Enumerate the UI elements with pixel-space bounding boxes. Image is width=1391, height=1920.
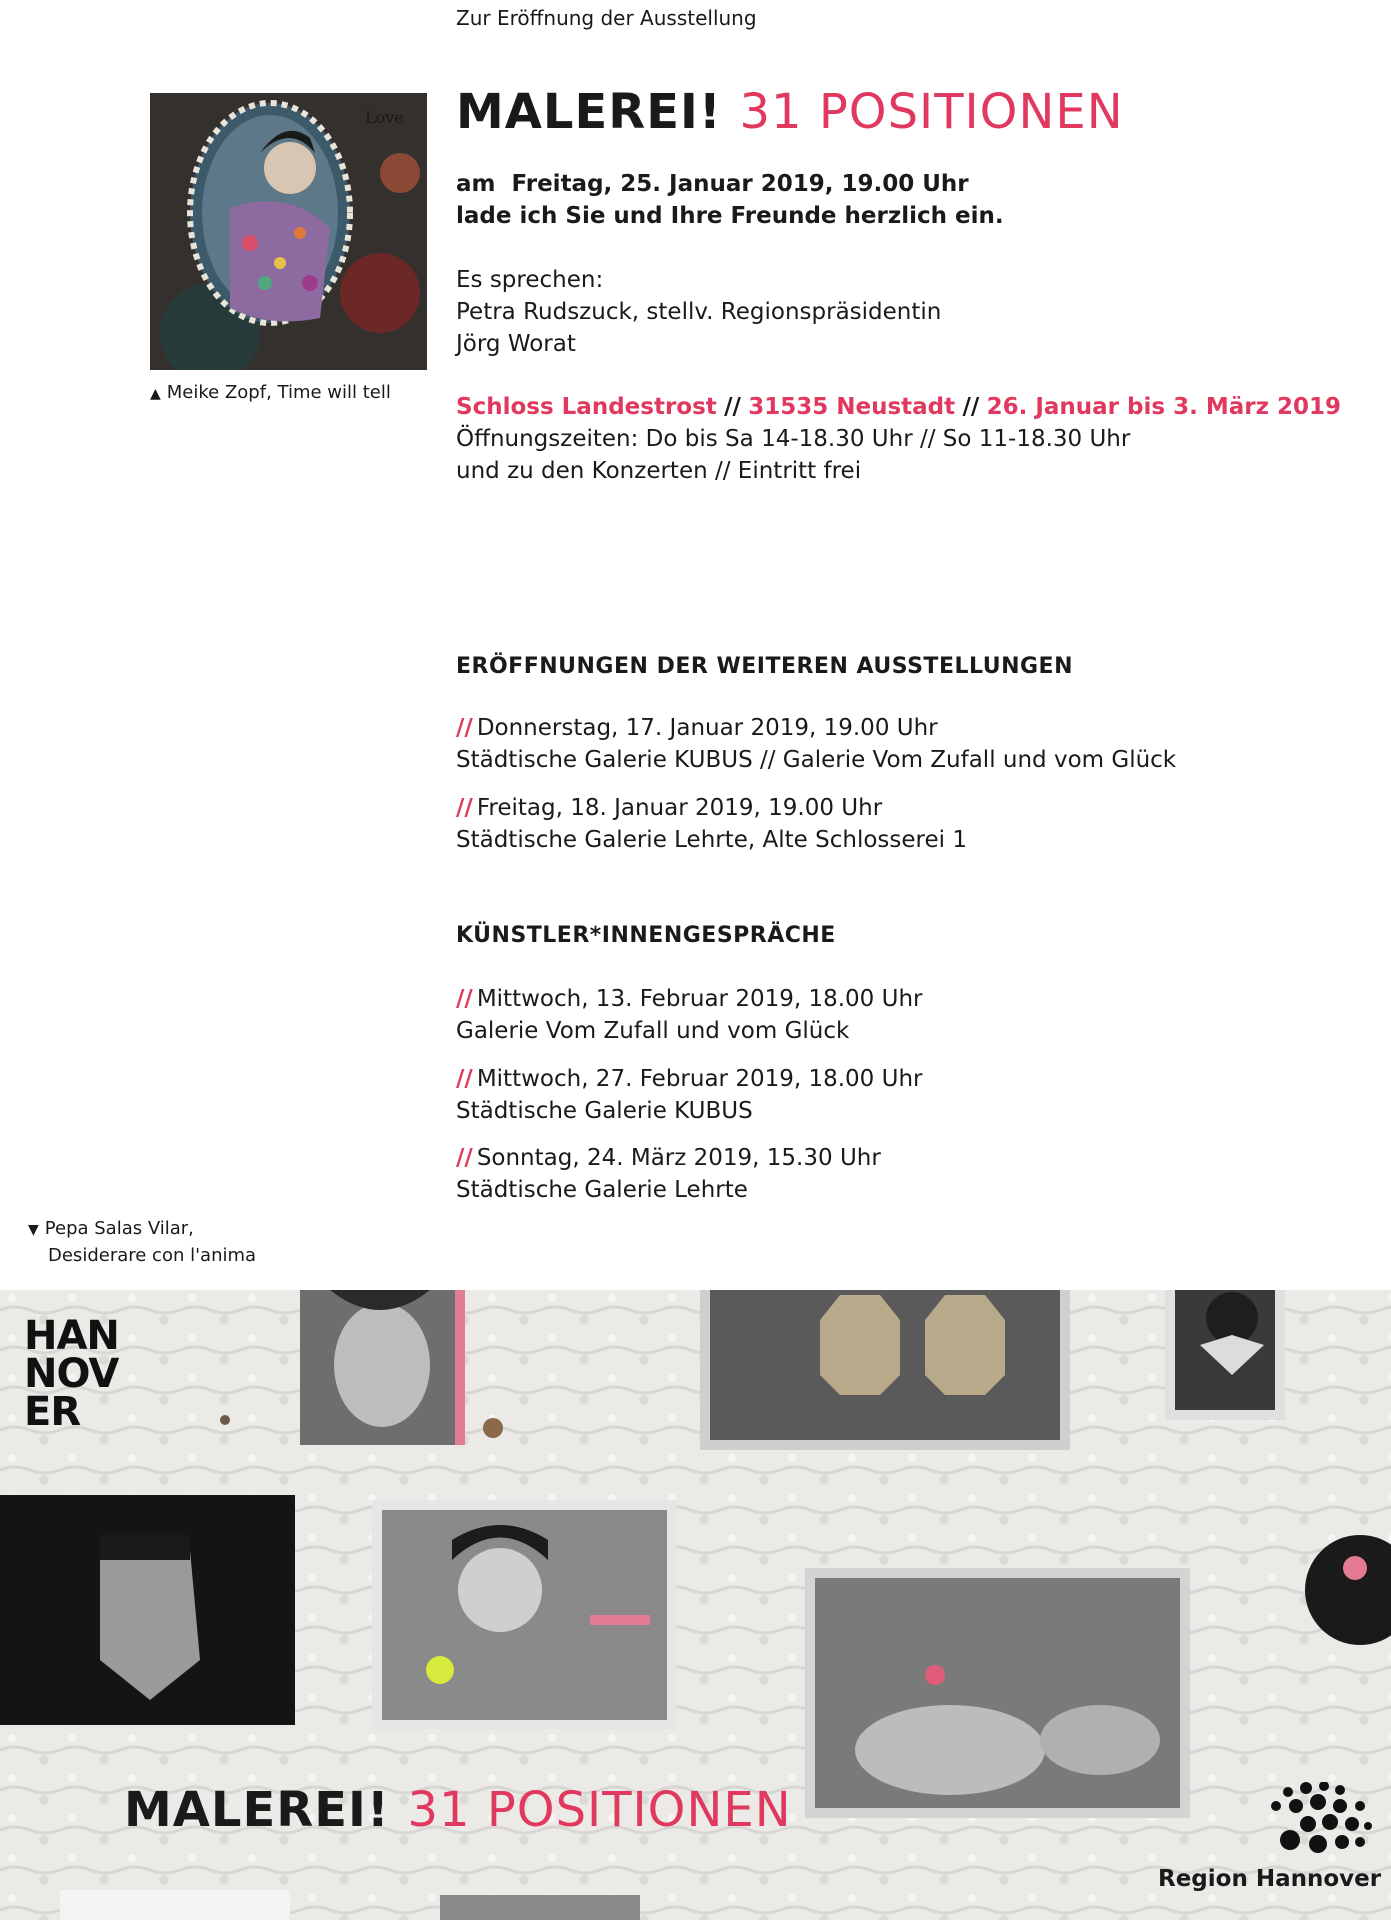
talk-date: Mittwoch, 13. Februar 2019, 18.00 Uhr bbox=[476, 986, 923, 1012]
venue-separator: // bbox=[724, 394, 741, 420]
talk-place: Städtische Galerie Lehrte bbox=[456, 1177, 748, 1203]
slash-marker: // bbox=[456, 715, 473, 741]
venue-extra: und zu den Konzerten // Eintritt frei bbox=[456, 458, 862, 484]
talk-place: Städtische Galerie KUBUS bbox=[456, 1098, 753, 1124]
arrow-up-icon: ▲ bbox=[150, 386, 161, 402]
opening-item bbox=[456, 792, 967, 856]
caption-painting-bottom bbox=[28, 1216, 256, 1268]
caption-top-text: Meike Zopf, Time will tell bbox=[166, 382, 391, 403]
page-title bbox=[456, 84, 1124, 140]
painting-meike-zopf bbox=[150, 93, 427, 370]
slash-marker: // bbox=[456, 795, 473, 821]
opening-item bbox=[456, 712, 1176, 776]
caption-bottom-line-2: Desiderare con l'anima bbox=[48, 1245, 257, 1266]
caption-painting-top bbox=[150, 380, 391, 407]
invitation-line-1: am Freitag, 25. Januar 2019, 19.00 Uhr bbox=[456, 171, 969, 197]
venue-dates: 26. Januar bis 3. März 2019 bbox=[986, 394, 1341, 420]
speakers bbox=[456, 264, 941, 360]
venue-info bbox=[456, 391, 1341, 487]
speaker-item: Petra Rudszuck, stellv. Regionspräsidentin bbox=[456, 299, 942, 325]
title-strong: MALEREI! bbox=[456, 84, 722, 140]
invitation-line-2: lade ich Sie und Ihre Freunde herzlich ein. bbox=[456, 203, 1004, 229]
slash-marker: // bbox=[456, 986, 473, 1012]
hannover-logo-line: HAN bbox=[24, 1313, 119, 1359]
slash-marker: // bbox=[456, 1066, 473, 1092]
speaker-item: Jörg Worat bbox=[456, 331, 576, 357]
talks-heading: KÜNSTLER*INNENGESPRÄCHE bbox=[456, 923, 836, 948]
bottom-title-rest: 31 POSITIONEN bbox=[407, 1782, 792, 1838]
talk-item bbox=[456, 1142, 881, 1206]
slash-marker: // bbox=[456, 1145, 473, 1171]
openings-heading: ERÖFFNUNGEN DER WEITEREN AUSSTELLUNGEN bbox=[456, 654, 1073, 679]
venue-city: 31535 Neustadt bbox=[748, 394, 956, 420]
hannover-logo-line: NOV bbox=[24, 1351, 119, 1397]
talk-item bbox=[456, 1063, 923, 1127]
arrow-down-icon: ▼ bbox=[28, 1222, 39, 1238]
speakers-heading: Es sprechen: bbox=[456, 267, 604, 293]
bottom-title bbox=[124, 1782, 792, 1838]
talk-date: Sonntag, 24. März 2019, 15.30 Uhr bbox=[476, 1145, 881, 1171]
painting-artwork bbox=[150, 93, 427, 370]
painting-love-text: Love bbox=[365, 108, 404, 127]
opening-place: Städtische Galerie KUBUS // Galerie Vom Zufall und vom Glück bbox=[456, 747, 1177, 773]
venue-hours: Öffnungszeiten: Do bis Sa 14-18.30 Uhr // So 11-18.30 Uhr bbox=[456, 426, 1131, 452]
venue-separator: // bbox=[962, 394, 980, 420]
region-hannover-logo: Region Hannover bbox=[1158, 1866, 1382, 1892]
talk-date: Mittwoch, 27. Februar 2019, 18.00 Uhr bbox=[476, 1066, 923, 1092]
region-hannover-logo-icon bbox=[1268, 1782, 1374, 1866]
hannover-logo-line: ER bbox=[24, 1389, 81, 1435]
venue-place: Schloss Landestrost bbox=[456, 394, 717, 420]
talk-place: Galerie Vom Zufall und vom Glück bbox=[456, 1018, 850, 1044]
dots-logo-icon bbox=[1268, 1782, 1374, 1862]
hannover-logo bbox=[24, 1313, 119, 1435]
venue-line bbox=[456, 391, 1341, 423]
opening-date: Donnerstag, 17. Januar 2019, 19.00 Uhr bbox=[476, 715, 938, 741]
opening-place: Städtische Galerie Lehrte, Alte Schlosserei 1 bbox=[456, 827, 967, 853]
intro-text: Zur Eröffnung der Ausstellung bbox=[456, 6, 757, 30]
opening-date: Freitag, 18. Januar 2019, 19.00 Uhr bbox=[476, 795, 883, 821]
caption-bottom-line-1: Pepa Salas Vilar, bbox=[44, 1218, 194, 1239]
invitation bbox=[456, 168, 1004, 232]
title-rest: 31 POSITIONEN bbox=[739, 84, 1124, 140]
bottom-title-strong: MALEREI! bbox=[124, 1782, 390, 1838]
talk-item bbox=[456, 983, 923, 1047]
